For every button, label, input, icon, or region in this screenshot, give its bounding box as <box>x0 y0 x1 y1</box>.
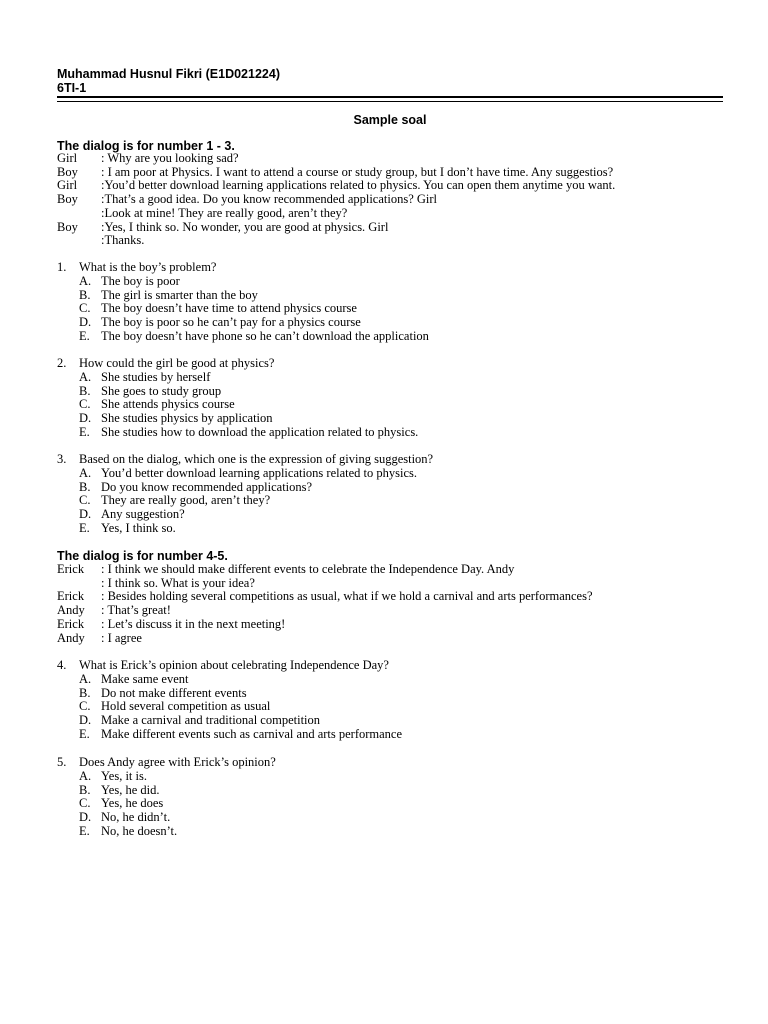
speaker-label: Erick <box>57 616 85 631</box>
option-letter: D. <box>79 315 92 330</box>
speaker-label: Girl <box>57 151 78 165</box>
option-text: She studies how to download the application related to physics. <box>101 424 419 439</box>
dialog-text: : I think so. What is your idea? <box>101 575 255 590</box>
option-text: The boy doesn’t have phone so he can’t download the application <box>101 328 429 343</box>
question-text: What is Erick’s opinion about celebrating Independence Day? <box>79 658 389 672</box>
answer-option <box>57 426 723 440</box>
speaker-label: Girl <box>57 178 78 193</box>
dialog-line <box>57 618 723 632</box>
question-block <box>57 357 723 440</box>
option-text: No, he didn’t. <box>101 810 171 825</box>
answer-option <box>57 330 723 344</box>
option-letter: C. <box>79 796 91 811</box>
option-letter: E. <box>79 328 90 343</box>
option-text: Yes, it is. <box>101 768 147 783</box>
question-block <box>57 659 723 742</box>
dialog-line <box>57 207 723 221</box>
dialog-text: :Look at mine! They are really good, aren’t they? <box>101 205 348 220</box>
answer-option <box>57 481 723 495</box>
dialog-line <box>57 166 723 180</box>
answer-option <box>57 770 723 784</box>
dialog-line <box>57 193 723 207</box>
answer-option <box>57 385 723 399</box>
option-letter: A. <box>79 768 92 783</box>
option-letter: A. <box>79 369 92 384</box>
option-text: The boy is poor so he can’t pay for a physics course <box>101 315 361 330</box>
answer-option <box>57 316 723 330</box>
option-letter: C. <box>79 699 91 714</box>
speaker-label: Boy <box>57 219 78 234</box>
dialog-text: : I agree <box>101 630 142 645</box>
option-text: She goes to study group <box>101 383 222 398</box>
question-text: How could the girl be good at physics? <box>79 356 275 370</box>
dialog-text: :That’s a good idea. Do you know recommended applications? Girl <box>101 192 438 207</box>
speaker-label <box>57 234 101 248</box>
dialog-text: : That’s great! <box>101 603 171 618</box>
dialog-1 <box>57 152 723 248</box>
dialog-2 <box>57 563 723 645</box>
dialog-text: : Let’s discuss it in the next meeting! <box>101 616 286 631</box>
answer-option <box>57 494 723 508</box>
answer-option <box>57 467 723 481</box>
option-letter: D. <box>79 713 92 728</box>
dialog-line <box>57 179 723 193</box>
dialog-line <box>57 604 723 618</box>
section-heading-1: The dialog is for number 1 - 3. <box>57 139 235 153</box>
option-letter: D. <box>79 810 92 825</box>
option-text: She attends physics course <box>101 397 235 412</box>
speaker-label: Erick <box>57 589 85 604</box>
speaker-label: Boy <box>57 164 78 179</box>
dialog-line <box>57 221 723 235</box>
option-text: Any suggestion? <box>101 507 185 522</box>
dialog-line <box>57 234 723 248</box>
dialog-line <box>57 577 723 591</box>
answer-option <box>57 728 723 742</box>
dialog-line <box>57 563 723 577</box>
speaker-label <box>57 207 101 221</box>
question-text: What is the boy’s problem? <box>79 260 217 274</box>
dialog-text: :Yes, I think so. No wonder, you are good at physics. Girl <box>101 219 389 234</box>
question-block <box>57 261 723 344</box>
answer-option <box>57 302 723 316</box>
page-title: Sample soal <box>353 113 427 127</box>
option-letter: B. <box>79 287 91 302</box>
option-letter: D. <box>79 411 92 426</box>
header-rule-thin <box>57 101 723 102</box>
option-letter: C. <box>79 301 91 316</box>
speaker-label: Andy <box>57 630 85 645</box>
answer-option <box>57 811 723 825</box>
option-text: No, he doesn’t. <box>101 823 178 838</box>
option-text: She studies physics by application <box>101 411 273 426</box>
option-letter: B. <box>79 383 91 398</box>
question-stem <box>57 357 723 371</box>
option-letter: B. <box>79 782 91 797</box>
question-stem <box>57 659 723 673</box>
option-letter: A. <box>79 273 92 288</box>
answer-option <box>57 508 723 522</box>
dialog-text: :Thanks. <box>101 233 145 248</box>
answer-option <box>57 371 723 385</box>
question-text: Does Andy agree with Erick’s opinion? <box>79 755 276 769</box>
dialog-line <box>57 590 723 604</box>
author-name: Muhammad Husnul Fikri (E1D021224) <box>57 67 280 81</box>
option-text: Do you know recommended applications? <box>101 479 313 494</box>
option-text: Yes, he did. <box>101 782 160 797</box>
option-text: They are really good, aren’t they? <box>101 493 271 508</box>
question-number: 2. <box>57 356 67 370</box>
answer-option <box>57 673 723 687</box>
speaker-label: Erick <box>57 562 85 576</box>
option-text: Make a carnival and traditional competition <box>101 713 321 728</box>
header-rule-thick <box>57 96 723 98</box>
option-text: The boy doesn’t have time to attend physics course <box>101 301 357 316</box>
answer-option <box>57 784 723 798</box>
question-number: 4. <box>57 658 67 672</box>
section-heading-2: The dialog is for number 4-5. <box>57 549 228 563</box>
option-text: The girl is smarter than the boy <box>101 287 258 302</box>
speaker-label <box>57 577 101 591</box>
option-text: You’d better download learning applications related to physics. <box>101 465 418 480</box>
option-text: Yes, he does <box>101 796 164 811</box>
speaker-label: Boy <box>57 192 78 207</box>
option-text: Hold several competition as usual <box>101 699 271 714</box>
dialog-text: : Why are you looking sad? <box>101 151 239 165</box>
option-text: Make same event <box>101 671 189 686</box>
answer-option <box>57 825 723 839</box>
option-letter: A. <box>79 671 92 686</box>
question-number: 1. <box>57 260 67 274</box>
answer-option <box>57 275 723 289</box>
answer-option <box>57 398 723 412</box>
answer-option <box>57 687 723 701</box>
option-text: Yes, I think so. <box>101 520 176 535</box>
question-number: 3. <box>57 452 67 466</box>
answer-option <box>57 700 723 714</box>
option-letter: E. <box>79 823 90 838</box>
answer-option <box>57 797 723 811</box>
option-letter: E. <box>79 424 90 439</box>
speaker-label: Andy <box>57 603 85 618</box>
answer-option <box>57 289 723 303</box>
answer-option <box>57 522 723 536</box>
question-text: Based on the dialog, which one is the expression of giving suggestion? <box>79 452 434 466</box>
question-number: 5. <box>57 755 67 769</box>
option-letter: B. <box>79 685 91 700</box>
option-letter: E. <box>79 520 90 535</box>
question-block <box>57 756 723 839</box>
question-stem <box>57 453 723 467</box>
option-letter: E. <box>79 726 90 741</box>
class-label: 6TI-1 <box>57 81 87 95</box>
option-text: She studies by herself <box>101 369 211 384</box>
option-letter: B. <box>79 479 91 494</box>
dialog-line <box>57 152 723 166</box>
question-stem <box>57 261 723 275</box>
option-letter: D. <box>79 507 92 522</box>
answer-option <box>57 412 723 426</box>
dialog-text: : Besides holding several competitions as usual, what if we hold a carnival and arts performances? <box>101 589 593 604</box>
dialog-line <box>57 632 723 646</box>
dialog-text: : I am poor at Physics. I want to attend a course or study group, but I don’t have time. Any suggestios? <box>101 164 614 179</box>
option-text: Make different events such as carnival and arts performance <box>101 726 403 741</box>
question-stem <box>57 756 723 770</box>
question-block <box>57 453 723 536</box>
dialog-text: : I think we should make different events to celebrate the Independence Day. Andy <box>101 562 515 576</box>
option-letter: C. <box>79 493 91 508</box>
option-text: The boy is poor <box>101 273 180 288</box>
dialog-text: :You’d better download learning applications related to physics. You can open them anytime you want. <box>101 178 616 193</box>
option-letter: C. <box>79 397 91 412</box>
option-letter: A. <box>79 465 92 480</box>
answer-option <box>57 714 723 728</box>
option-text: Do not make different events <box>101 685 247 700</box>
